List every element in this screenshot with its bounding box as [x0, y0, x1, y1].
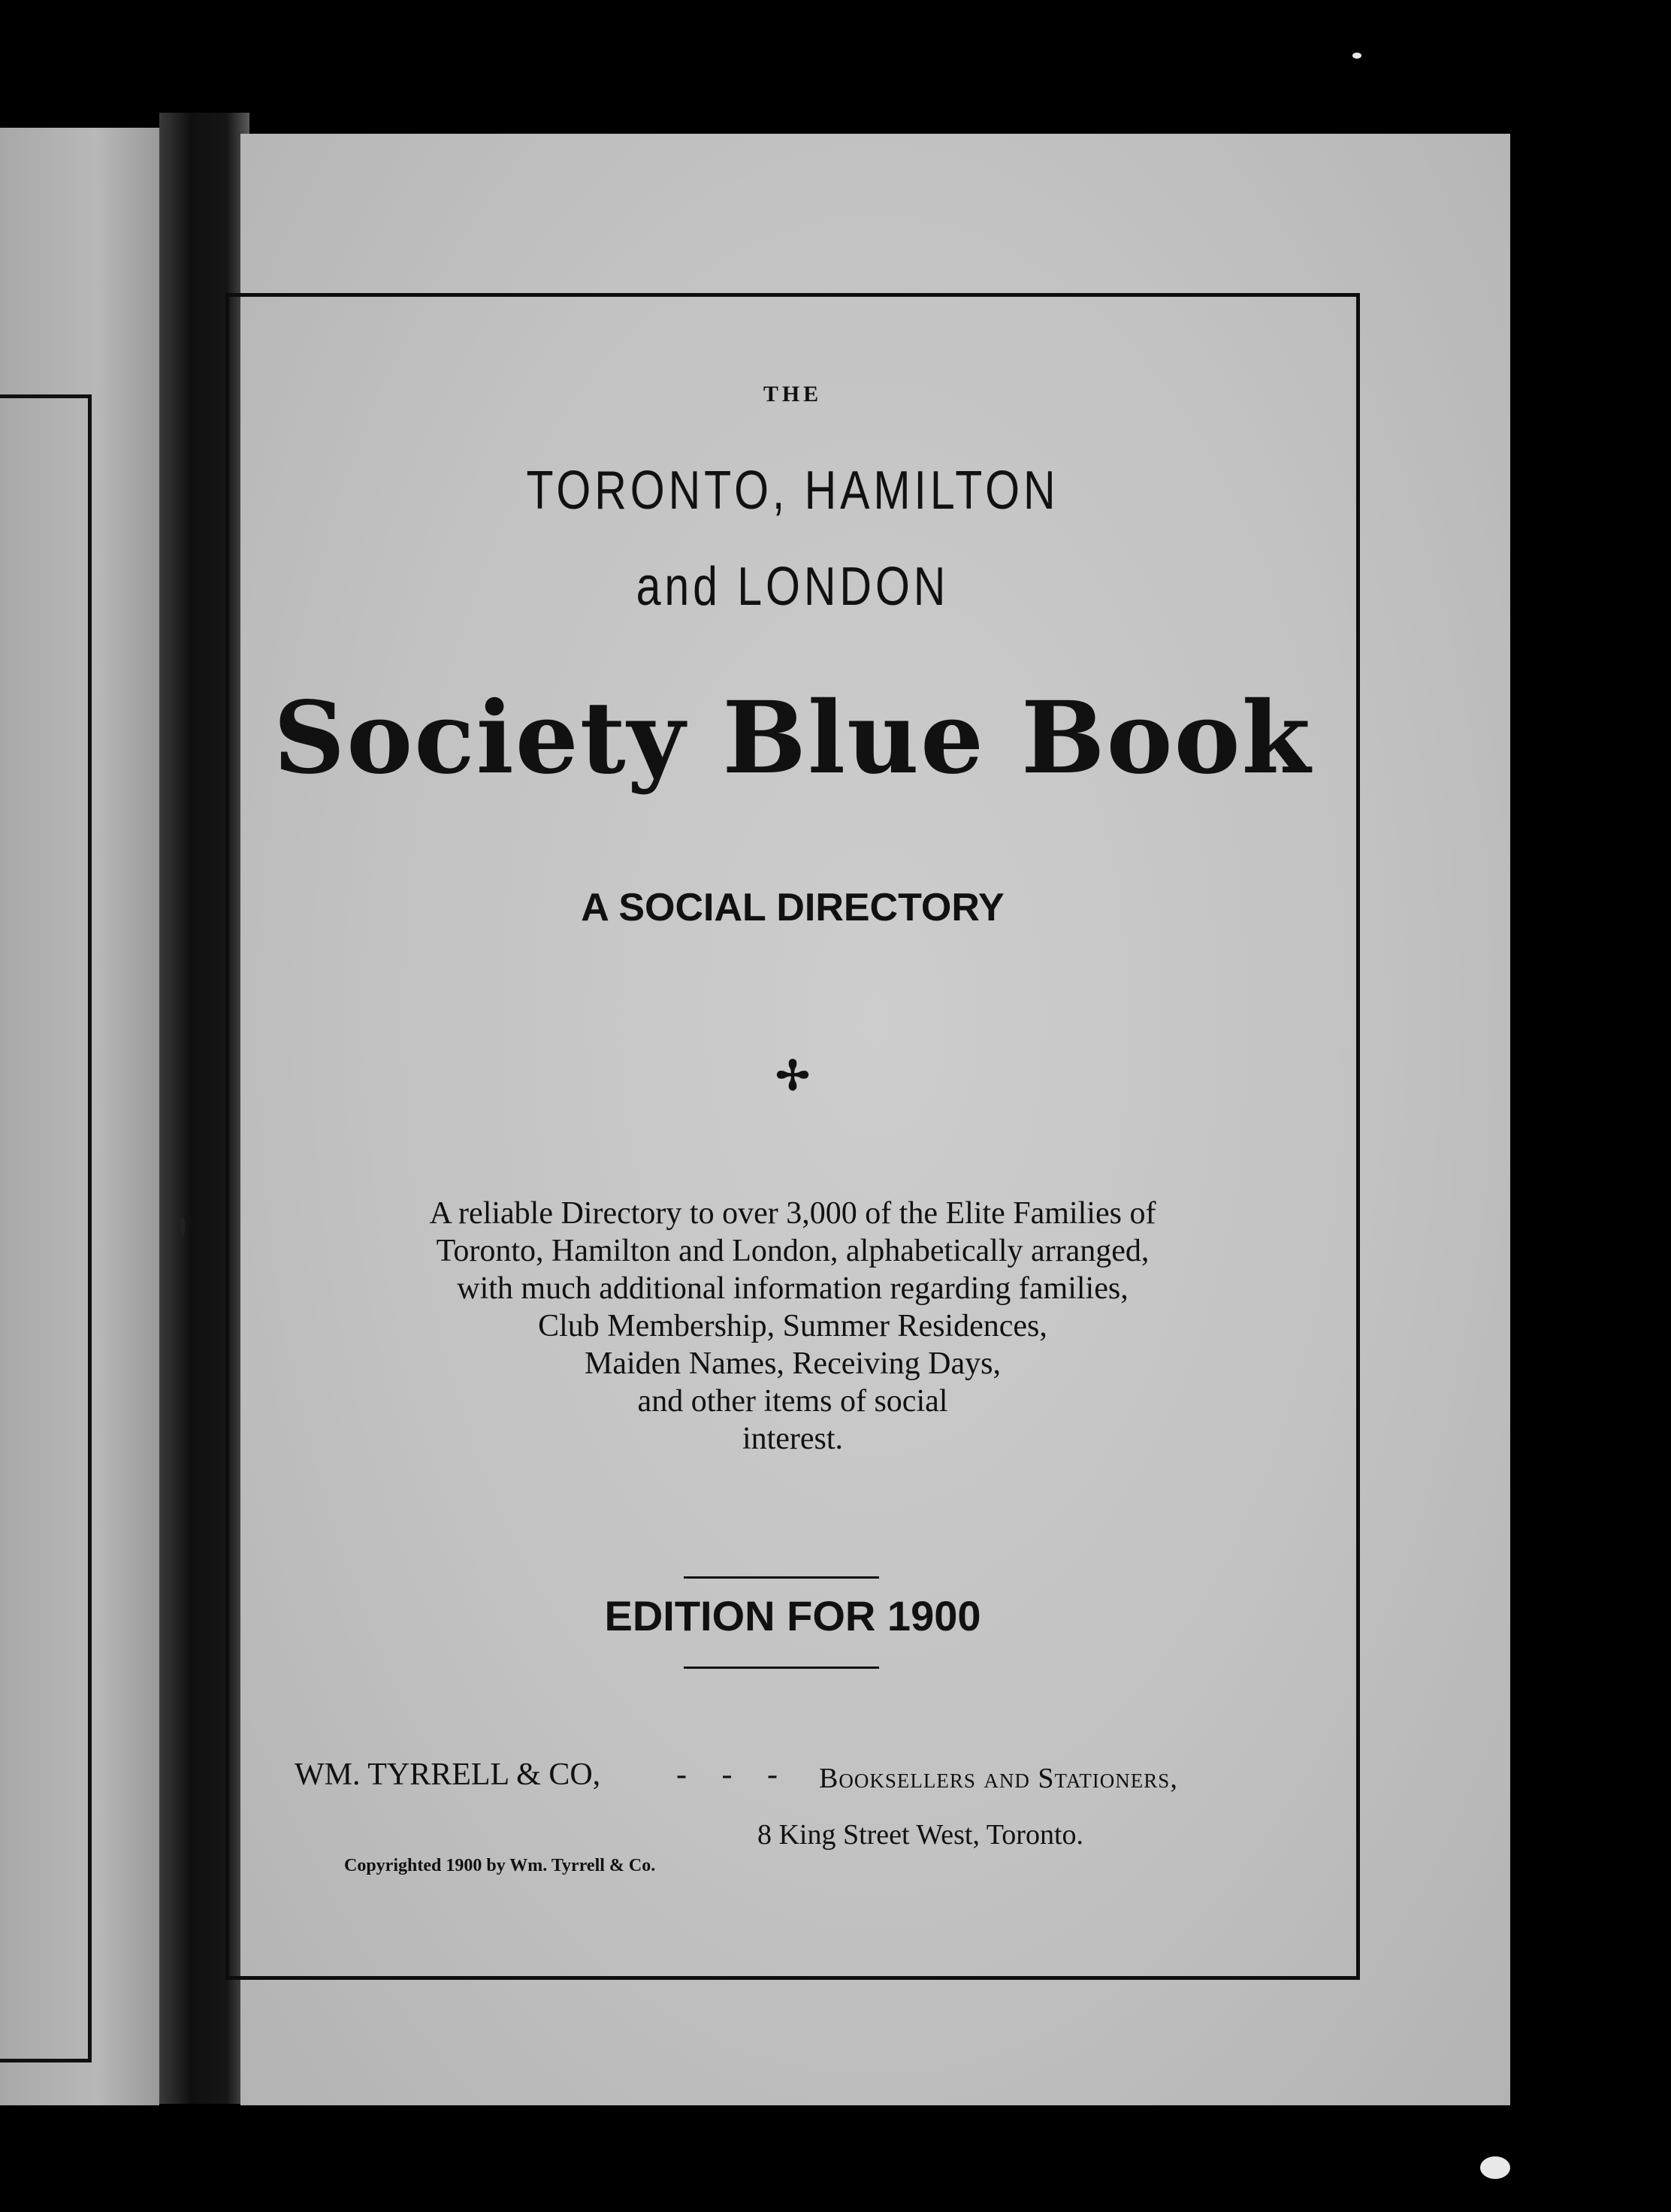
copyright-notice: Copyrighted 1900 by Wm. Tyrrell & Co. — [344, 1856, 656, 1875]
publisher-name: WM. TYRRELL & CO, — [295, 1757, 601, 1792]
cities-heading-line1: TORONTO, HAMILTON — [526, 461, 1059, 521]
publisher-dashes: - - - — [676, 1757, 791, 1792]
scan-speck — [180, 1217, 185, 1237]
description-line: A reliable Directory to over 3,000 of the Elite Families of — [429, 1196, 1156, 1231]
facing-page-edge — [0, 128, 159, 2105]
fleuron-ornament-icon: ✢ — [775, 1053, 810, 1098]
edition-rule-bottom — [684, 1667, 879, 1669]
description-line: and other items of social — [637, 1384, 948, 1419]
publisher-trade: Booksellers and Stationers, — [819, 1763, 1178, 1794]
description-line: interest. — [742, 1422, 844, 1456]
scan-speck — [1352, 53, 1361, 59]
book-subtitle: A SOCIAL DIRECTORY — [581, 886, 1005, 929]
description-line: with much additional information regarding families, — [457, 1271, 1129, 1306]
page-border-frame — [225, 293, 1360, 1980]
publisher-address: 8 King Street West, Toronto. — [757, 1819, 1084, 1851]
cities-heading-line2: and LONDON — [636, 557, 950, 617]
scan-speck — [1480, 2156, 1510, 2179]
edition-rule-top — [684, 1576, 879, 1579]
description-line: Toronto, Hamilton and London, alphabetically arranged, — [436, 1234, 1150, 1268]
facing-page-border — [0, 394, 92, 2062]
description-line: Club Membership, Summer Residences, — [538, 1309, 1047, 1343]
edition-label: EDITION FOR 1900 — [604, 1592, 981, 1639]
description-line: Maiden Names, Receiving Days, — [584, 1346, 1002, 1381]
book-title: Society Blue Book — [273, 680, 1313, 796]
description-block — [225, 1195, 1360, 1458]
title-article: THE — [763, 382, 823, 406]
